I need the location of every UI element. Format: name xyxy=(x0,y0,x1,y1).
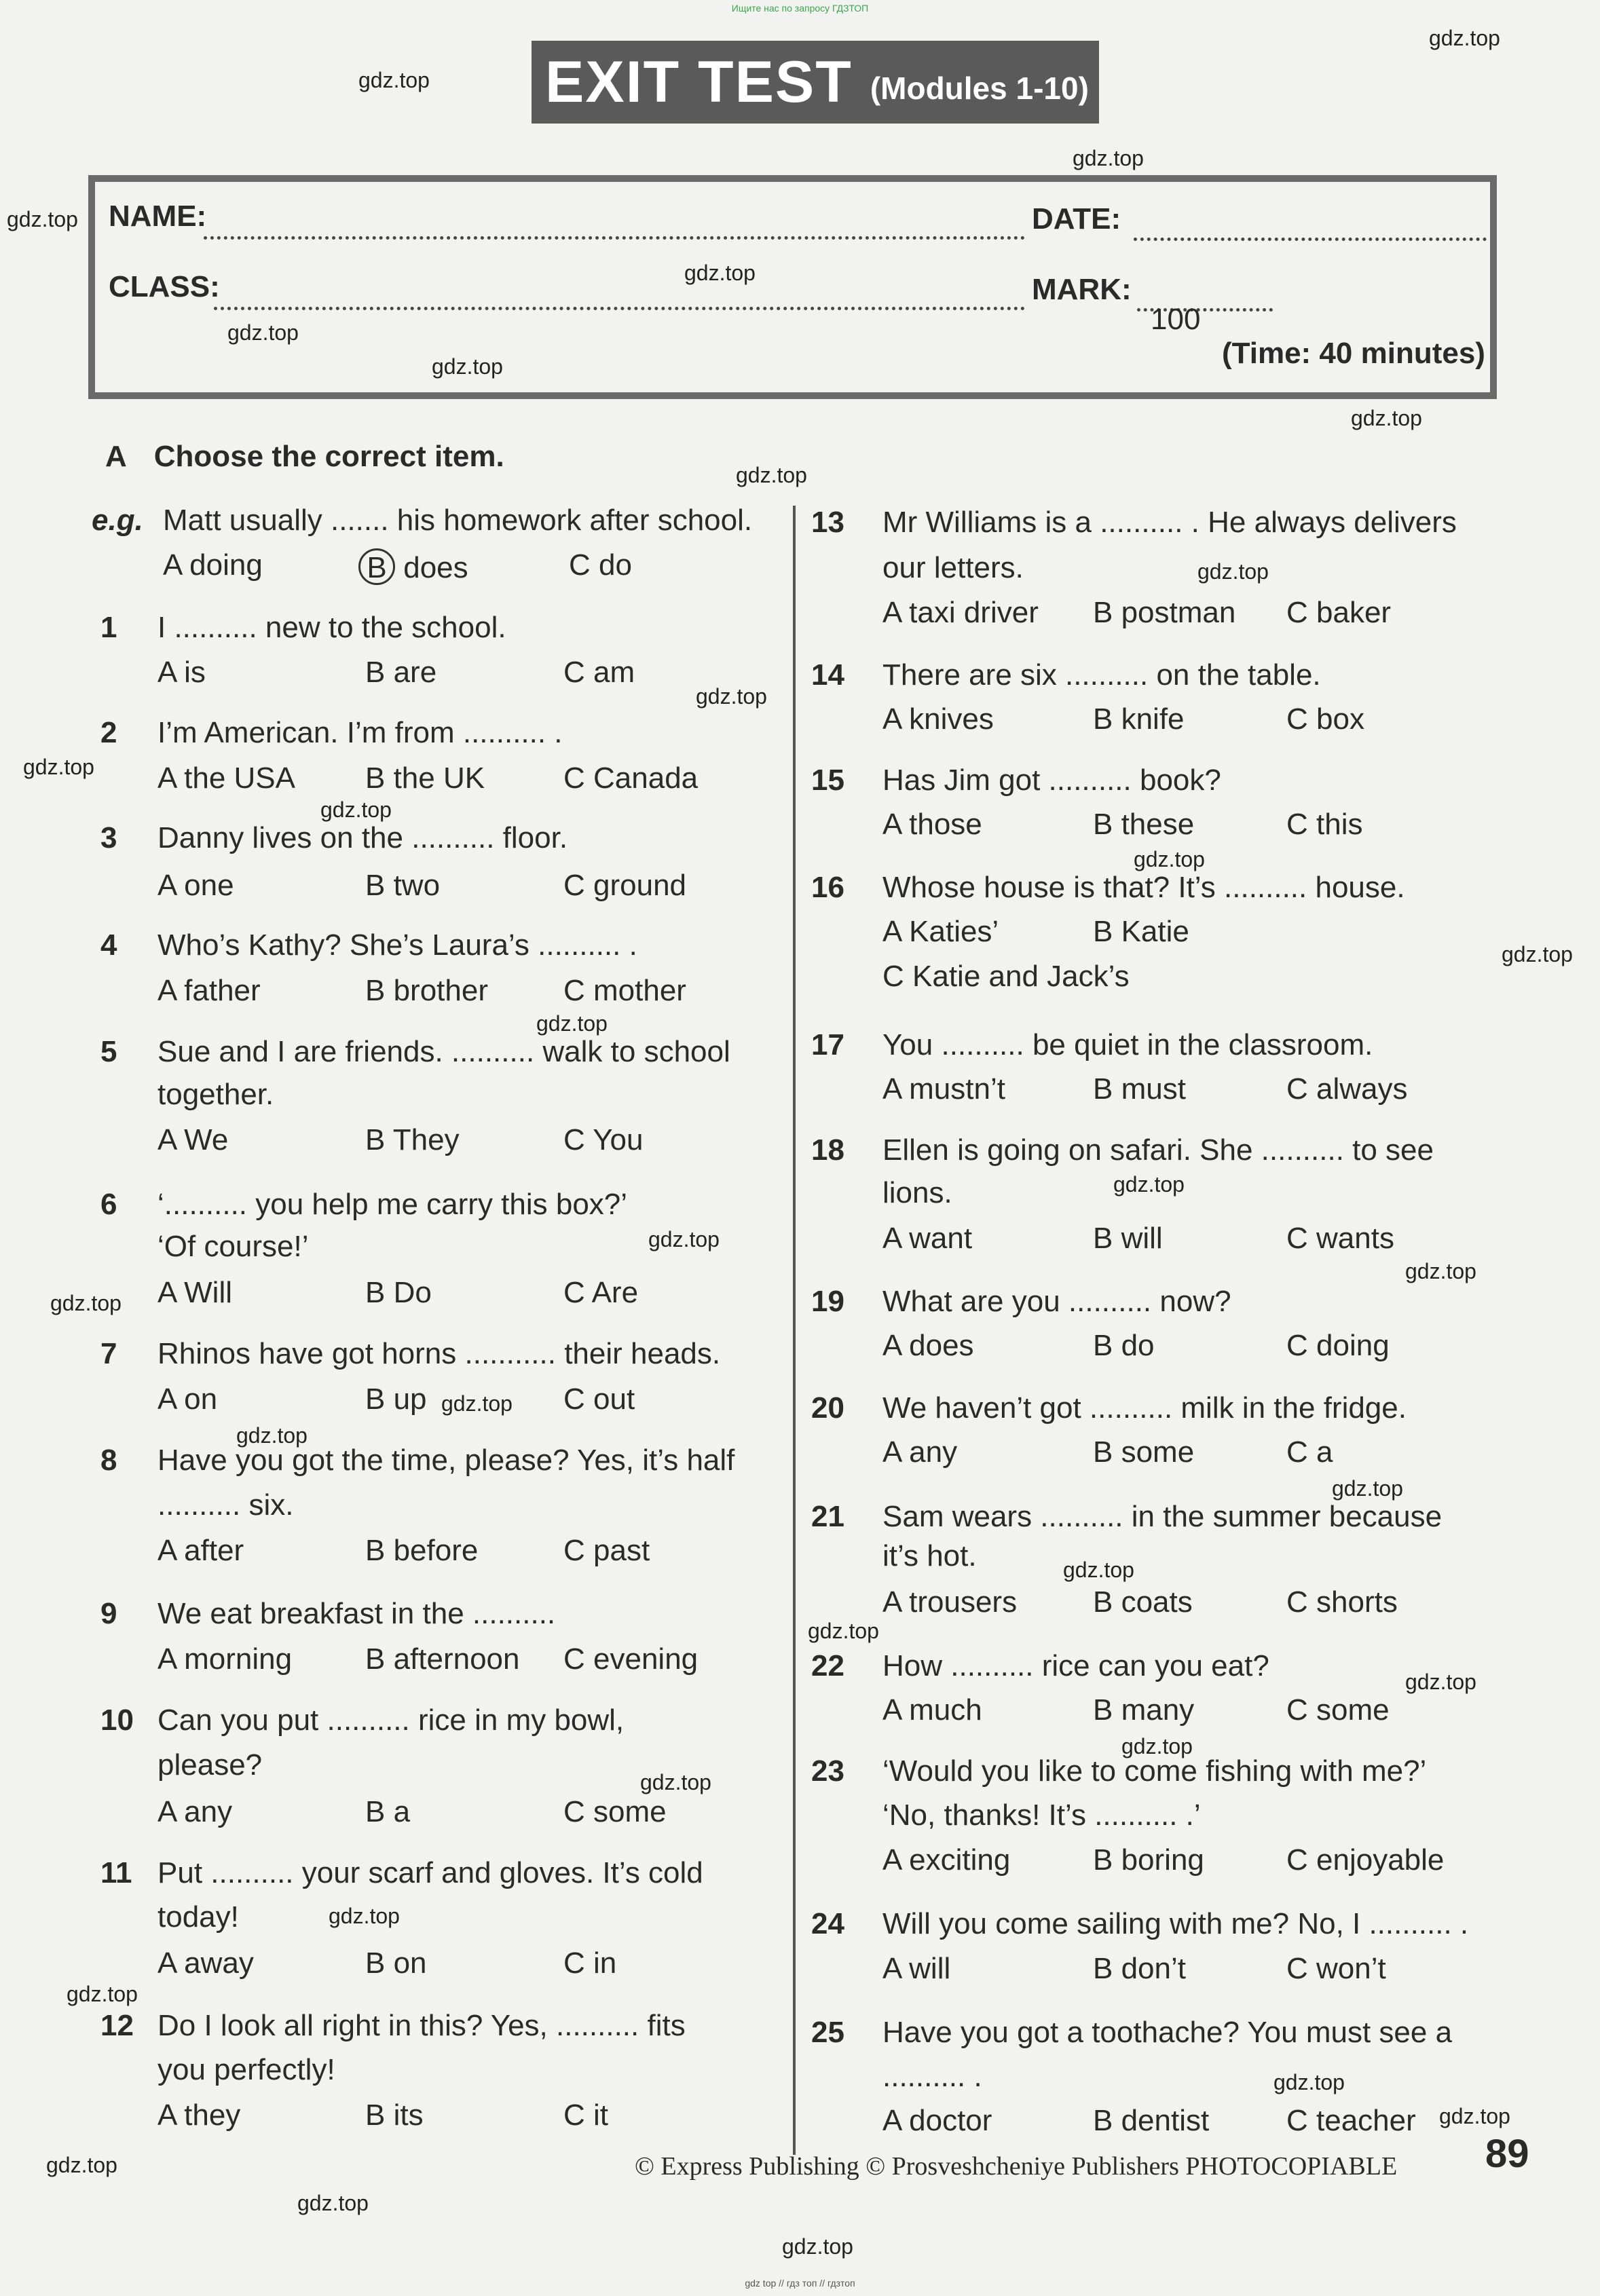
option-c[interactable]: C Canada xyxy=(563,761,699,795)
option-c[interactable]: C enjoyable xyxy=(1286,1843,1445,1877)
watermark-text: gdz.top xyxy=(236,1423,308,1448)
question-text-continued: please? xyxy=(157,1748,263,1782)
example-option-b xyxy=(358,548,468,585)
section-a-heading xyxy=(105,440,504,474)
class-field[interactable] xyxy=(214,307,1025,310)
option-b[interactable]: B do xyxy=(1093,1329,1155,1362)
question-number: 8 xyxy=(100,1444,117,1477)
question-number: 16 xyxy=(811,871,844,904)
option-a[interactable]: A does xyxy=(882,1329,974,1362)
question-number: 17 xyxy=(811,1028,844,1061)
watermark-text: gdz.top xyxy=(536,1011,608,1036)
option-a[interactable]: A taxi driver xyxy=(882,596,1039,629)
watermark-text: gdz.top xyxy=(1351,406,1422,430)
question-number: 15 xyxy=(811,764,844,797)
question-number: 9 xyxy=(100,1597,117,1630)
watermark-text: gdz.top xyxy=(1405,1259,1476,1283)
option-a[interactable]: A trousers xyxy=(882,1585,1018,1619)
option-c[interactable]: C shorts xyxy=(1286,1585,1398,1619)
option-a[interactable]: A is xyxy=(157,656,206,689)
option-a[interactable]: A doctor xyxy=(882,2104,992,2137)
question-text: There are six .......... on the table. xyxy=(882,658,1321,692)
option-b[interactable]: B its xyxy=(365,2099,424,2132)
option-b[interactable]: B afternoon xyxy=(365,1642,520,1676)
watermark-text: gdz.top xyxy=(1405,1670,1476,1694)
option-c[interactable]: C some xyxy=(1286,1693,1390,1727)
option-c[interactable]: C out xyxy=(563,1382,635,1416)
option-a[interactable]: A mustn’t xyxy=(882,1072,1005,1106)
option-c[interactable]: C wants xyxy=(1286,1222,1394,1255)
option-b[interactable]: B Do xyxy=(365,1276,432,1309)
question-text: Sam wears .......... in the summer because xyxy=(882,1500,1443,1533)
page-number: 89 xyxy=(1485,2132,1529,2176)
option-c[interactable]: C doing xyxy=(1286,1329,1390,1362)
question-text: Have you got a toothache? You must see a xyxy=(882,2016,1453,2049)
watermark-text: gdz.top xyxy=(1073,146,1144,170)
option-b[interactable]: B knife xyxy=(1093,702,1185,736)
option-a[interactable]: A any xyxy=(157,1795,233,1828)
watermark-text: gdz.top xyxy=(1121,1734,1193,1758)
watermark-text: gdz.top xyxy=(23,755,94,779)
question-number: 18 xyxy=(811,1133,844,1167)
option-c[interactable]: C Katie and Jack’s xyxy=(882,960,1130,993)
example-option-c: C do xyxy=(569,548,632,582)
option-a[interactable]: A one xyxy=(157,869,234,902)
option-a[interactable]: A Katies’ xyxy=(882,915,999,948)
bottom-note: gdz top // гдз топ // гдзтоп xyxy=(745,2278,855,2289)
option-b[interactable]: B are xyxy=(365,656,437,689)
option-a[interactable]: A on xyxy=(157,1382,218,1416)
option-b[interactable]: B up xyxy=(365,1382,427,1416)
watermark-text: gdz.top xyxy=(648,1227,720,1251)
question-text: We haven’t got .......... milk in the fridge. xyxy=(882,1391,1407,1425)
question-text-continued: our letters. xyxy=(882,551,1024,584)
watermark-text: gdz.top xyxy=(696,684,767,709)
example-answer-circle: B xyxy=(358,548,395,585)
watermark-text: gdz.top xyxy=(358,68,430,92)
question-text: Can you put .......... rice in my bowl, xyxy=(157,1704,625,1737)
question-number: 21 xyxy=(811,1500,844,1533)
mark-total: 100 xyxy=(1151,303,1201,336)
option-b[interactable]: B dentist xyxy=(1093,2104,1210,2137)
question-text: Put .......... your scarf and gloves. It’s cold xyxy=(157,1856,703,1889)
question-number: 2 xyxy=(100,716,117,749)
title-banner xyxy=(532,41,1099,124)
watermark-text: gdz.top xyxy=(1063,1558,1134,1582)
watermark-text: gdz.top xyxy=(1332,1476,1403,1501)
watermark-text: gdz.top xyxy=(684,261,756,285)
option-c[interactable]: C some xyxy=(563,1795,667,1828)
option-a[interactable]: A want xyxy=(882,1222,973,1255)
option-b[interactable]: B these xyxy=(1093,808,1195,841)
mark-label: MARK: xyxy=(1032,273,1132,306)
question-number: 10 xyxy=(100,1704,134,1737)
question-number: 14 xyxy=(811,658,844,692)
question-number: 1 xyxy=(100,611,117,644)
watermark-text: gdz.top xyxy=(329,1904,400,1928)
watermark-text: gdz.top xyxy=(432,354,503,379)
option-c[interactable]: C You xyxy=(563,1123,644,1156)
watermark-text: gdz.top xyxy=(441,1391,513,1416)
time-limit: (Time: 40 minutes) xyxy=(1222,337,1485,370)
option-c[interactable]: C baker xyxy=(1286,596,1392,629)
question-text: Have you got the time, please? Yes, it’s half xyxy=(157,1444,735,1477)
option-c[interactable]: C am xyxy=(563,656,635,689)
example-number: e.g. xyxy=(92,504,143,537)
question-text: Will you come sailing with me? No, I .......... . xyxy=(882,1907,1469,1940)
question-text: Danny lives on the .......... floor. xyxy=(157,821,568,854)
option-a[interactable]: A knives xyxy=(882,702,994,736)
option-c[interactable]: C in xyxy=(563,1946,617,1980)
option-b[interactable]: B They xyxy=(365,1123,460,1156)
question-text-continued: today! xyxy=(157,1900,239,1934)
question-text: Ellen is going on safari. She .......... to see xyxy=(882,1133,1434,1167)
copyright-footer: © Express Publishing © Prosveshcheniye Publishers PHOTOCOPIABLE xyxy=(635,2152,1398,2181)
option-b[interactable]: B don’t xyxy=(1093,1952,1186,1985)
watermark-text: gdz.top xyxy=(1197,559,1269,584)
section-instruction: Choose the correct item. xyxy=(153,440,504,473)
question-text: ‘.......... you help me carry this box?’ xyxy=(157,1188,628,1221)
question-text: Do I look all right in this? Yes, .......... fits xyxy=(157,2009,686,2042)
option-c[interactable]: C a xyxy=(1286,1435,1333,1469)
watermark-text: gdz.top xyxy=(1439,2104,1510,2128)
example-option-b-text: does xyxy=(403,551,468,584)
class-label: CLASS: xyxy=(109,270,220,303)
watermark-text: gdz.top xyxy=(320,797,392,822)
option-b[interactable]: B on xyxy=(365,1946,427,1980)
question-text-continued: .......... . xyxy=(882,2060,982,2093)
question-number: 22 xyxy=(811,1649,844,1682)
option-a[interactable]: A will xyxy=(882,1952,951,1985)
question-text: I’m American. I’m from .......... . xyxy=(157,716,563,749)
name-label: NAME: xyxy=(109,200,207,233)
question-text-continued: .......... six. xyxy=(157,1488,294,1522)
watermark-text: gdz.top xyxy=(640,1770,711,1794)
question-number: 11 xyxy=(100,1856,132,1889)
question-number: 7 xyxy=(100,1337,117,1370)
question-text: We eat breakfast in the .......... xyxy=(157,1597,556,1630)
watermark-text: gdz.top xyxy=(7,207,78,231)
option-b[interactable]: B brother xyxy=(365,974,488,1007)
question-text-continued: you perfectly! xyxy=(157,2053,335,2086)
question-number: 4 xyxy=(100,928,117,962)
option-b[interactable]: B many xyxy=(1093,1693,1195,1727)
question-number: 12 xyxy=(100,2009,134,2042)
option-a[interactable]: A away xyxy=(157,1946,254,1980)
column-divider xyxy=(793,506,796,2155)
question-number: 25 xyxy=(811,2016,844,2049)
option-c[interactable]: C always xyxy=(1286,1072,1408,1106)
question-number: 5 xyxy=(100,1035,117,1068)
option-a[interactable]: A any xyxy=(882,1435,958,1469)
page-title: EXIT TEST xyxy=(545,49,853,115)
watermark-text: gdz.top xyxy=(227,320,299,345)
option-c[interactable]: C teacher xyxy=(1286,2104,1416,2137)
question-number: 20 xyxy=(811,1391,844,1425)
option-b[interactable]: B before xyxy=(365,1534,479,1567)
question-number: 13 xyxy=(811,506,844,539)
option-c[interactable]: C evening xyxy=(563,1642,699,1676)
watermark-text: gdz.top xyxy=(1273,2070,1345,2094)
question-text-continued: lions. xyxy=(882,1176,952,1209)
option-c[interactable]: C it xyxy=(563,2099,608,2132)
option-c[interactable]: C past xyxy=(563,1534,650,1567)
option-a[interactable]: A exciting xyxy=(882,1843,1011,1877)
question-text: You .......... be quiet in the classroom. xyxy=(882,1028,1373,1061)
question-text: Has Jim got .......... book? xyxy=(882,764,1221,797)
question-text: I .......... new to the school. xyxy=(157,611,506,644)
option-a[interactable]: A after xyxy=(157,1534,244,1567)
question-text: Mr Williams is a .......... . He always delivers xyxy=(882,506,1457,539)
question-text: Rhinos have got horns ........... their heads. xyxy=(157,1337,721,1370)
top-note: Ищите нас по запросу ГДЗТОП xyxy=(731,3,869,14)
watermark-text: gdz.top xyxy=(67,1982,138,2006)
question-number: 23 xyxy=(811,1754,844,1788)
question-text: ‘Would you like to come fishing with me?’ xyxy=(882,1754,1427,1788)
option-a[interactable]: A those xyxy=(882,808,982,841)
option-a[interactable]: A We xyxy=(157,1123,229,1156)
question-number: 24 xyxy=(811,1907,844,1940)
watermark-text: gdz.top xyxy=(297,2191,369,2215)
option-a[interactable]: A morning xyxy=(157,1642,293,1676)
watermark-text: gdz.top xyxy=(1113,1172,1185,1197)
question-text: Who’s Kathy? She’s Laura’s .......... . xyxy=(157,928,637,962)
question-text-continued: ‘Of course!’ xyxy=(157,1230,309,1263)
student-info-box xyxy=(88,175,1497,399)
page-subtitle: (Modules 1-10) xyxy=(870,71,1089,106)
option-a[interactable]: A Will xyxy=(157,1276,232,1309)
watermark-text: gdz.top xyxy=(808,1619,879,1643)
question-text-continued: together. xyxy=(157,1078,274,1111)
question-number: 19 xyxy=(811,1285,844,1318)
watermark-text: gdz.top xyxy=(1134,847,1205,871)
option-a[interactable]: A the USA xyxy=(157,761,296,795)
option-a[interactable]: A father xyxy=(157,974,261,1007)
option-c[interactable]: C Are xyxy=(563,1276,639,1309)
watermark-text: gdz.top xyxy=(1502,942,1573,966)
question-text: Sue and I are friends. .......... walk to school xyxy=(157,1035,730,1068)
option-b[interactable]: B some xyxy=(1093,1435,1195,1469)
watermark-text: gdz.top xyxy=(1429,26,1500,50)
question-text: How .......... rice can you eat? xyxy=(882,1649,1269,1682)
question-text-continued: it’s hot. xyxy=(882,1539,977,1573)
question-number: 6 xyxy=(100,1188,117,1221)
option-b[interactable]: B will xyxy=(1093,1222,1163,1255)
option-c[interactable]: C ground xyxy=(563,869,687,902)
option-b[interactable]: B coats xyxy=(1093,1585,1193,1619)
example-option-a: A doing xyxy=(163,548,263,582)
question-text: What are you .......... now? xyxy=(882,1285,1231,1318)
option-b[interactable]: B postman xyxy=(1093,596,1236,629)
option-b[interactable]: B the UK xyxy=(365,761,485,795)
date-label: DATE: xyxy=(1032,202,1121,236)
question-text-continued: ‘No, thanks! It’s .......... .’ xyxy=(882,1799,1201,1832)
option-b[interactable]: B must xyxy=(1093,1072,1186,1106)
option-b[interactable]: B boring xyxy=(1093,1843,1204,1877)
option-b[interactable]: B Katie xyxy=(1093,915,1189,948)
option-b[interactable]: B a xyxy=(365,1795,411,1828)
question-text: Whose house is that? It’s .......... house. xyxy=(882,871,1405,904)
watermark-text: gdz.top xyxy=(50,1291,122,1315)
watermark-text: gdz.top xyxy=(782,2234,853,2259)
example-text: Matt usually ....... his homework after school. xyxy=(163,504,753,537)
option-b[interactable]: B two xyxy=(365,869,441,902)
question-number: 3 xyxy=(100,821,117,854)
section-letter: A xyxy=(105,440,127,473)
option-c[interactable]: C this xyxy=(1286,808,1363,841)
option-c[interactable]: C mother xyxy=(563,974,686,1007)
option-c[interactable]: C box xyxy=(1286,702,1364,736)
name-field[interactable] xyxy=(204,236,1025,240)
option-a[interactable]: A they xyxy=(157,2099,241,2132)
date-field[interactable] xyxy=(1134,238,1487,241)
option-a[interactable]: A much xyxy=(882,1693,982,1727)
option-c[interactable]: C won’t xyxy=(1286,1952,1386,1985)
watermark-text: gdz.top xyxy=(46,2153,117,2177)
watermark-text: gdz.top xyxy=(736,463,807,487)
